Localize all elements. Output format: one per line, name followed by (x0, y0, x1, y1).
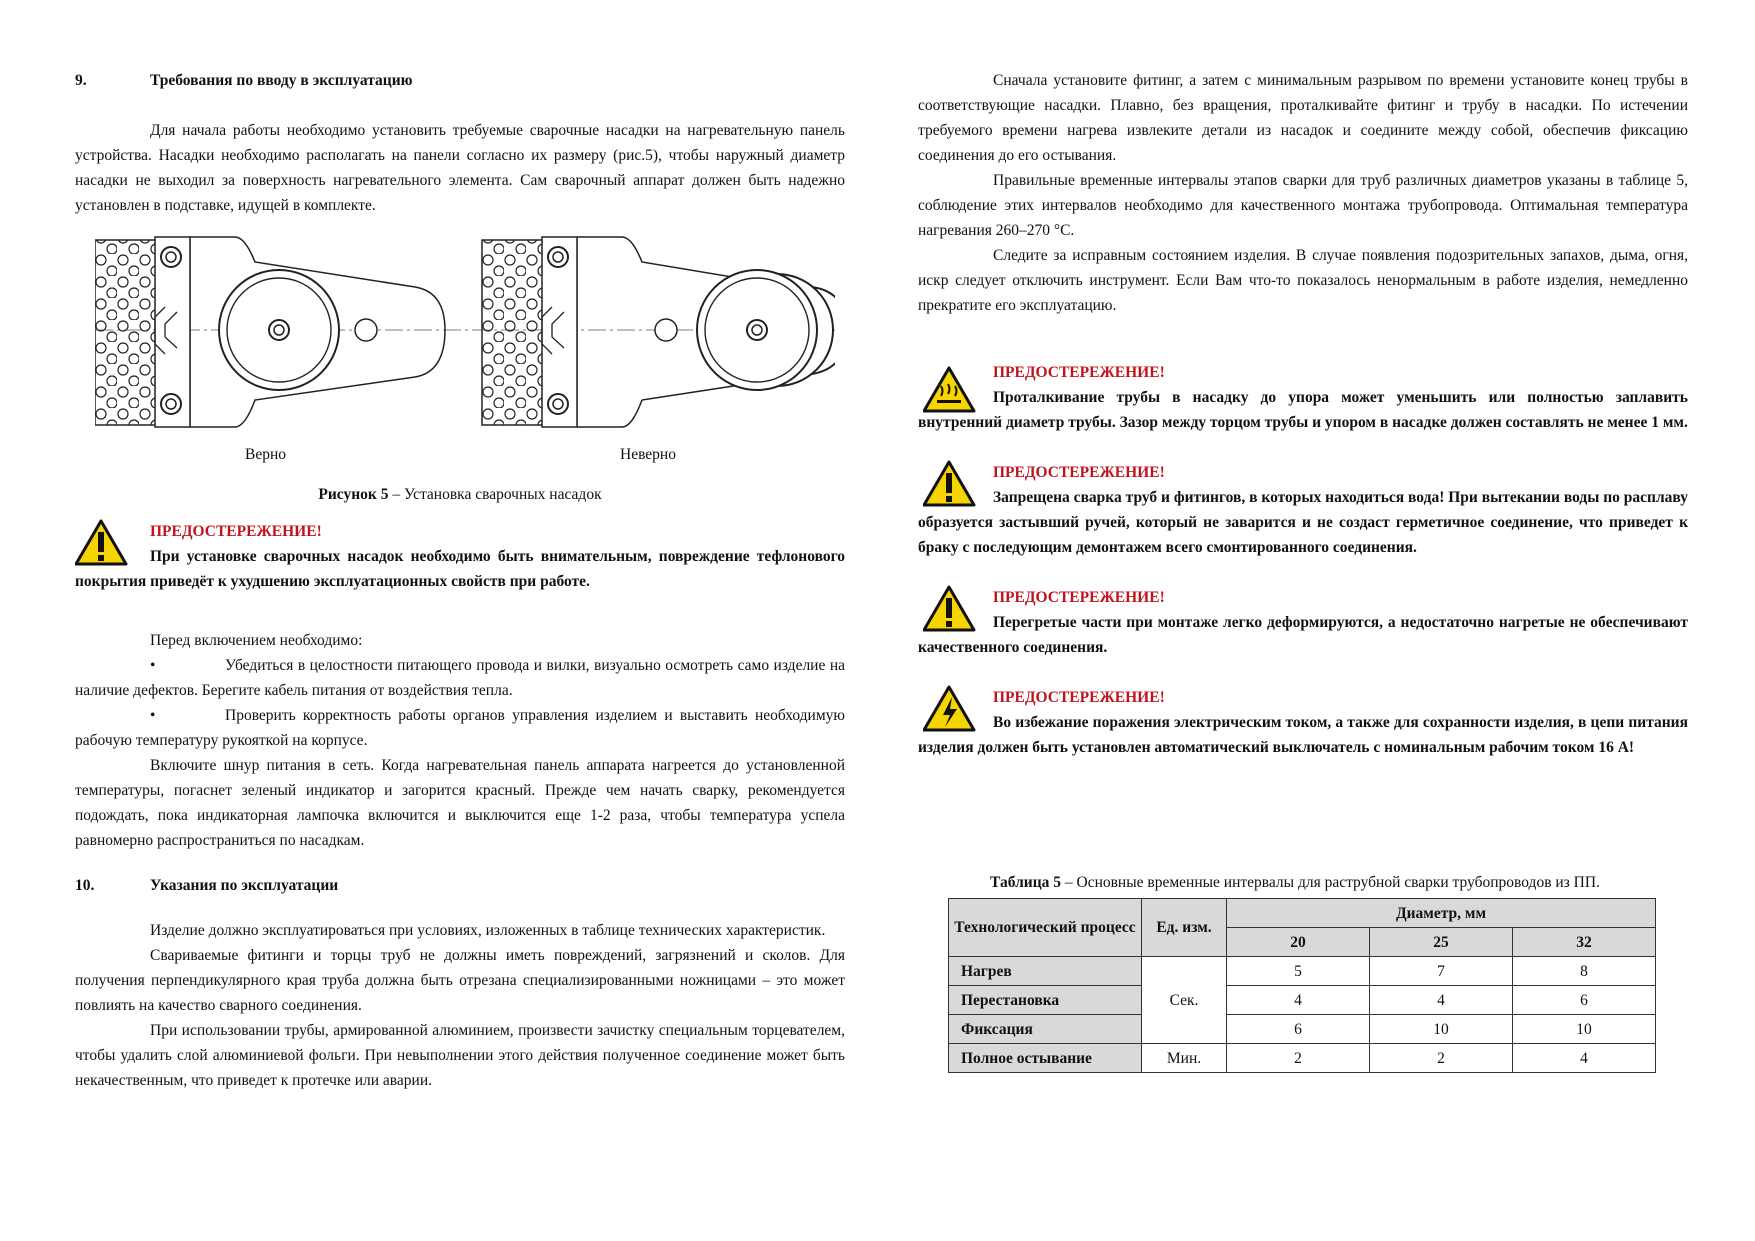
warning-block-2 (918, 360, 1688, 435)
incorrect-install-drawing (482, 237, 835, 427)
section-10-heading (75, 873, 845, 898)
warning-title: ПРЕДОСТЕРЕЖЕНИЕ! (993, 589, 1165, 606)
header-d32: 32 (1513, 928, 1656, 957)
table-cell: 6 (1227, 1015, 1370, 1044)
bullet-text-2: Проверить корректность работы органов управления изделием и выставить необходимую рабочую температуру рукояткой на корпусе. (75, 707, 845, 749)
row-label: Нагрев (949, 957, 1142, 986)
table-caption (990, 870, 1600, 895)
table-cell: 7 (1370, 957, 1513, 986)
paragraph: Правильные временные интервалы этапов сварки для труб различных диаметров указаны в таблице 5, соблюдение этих интервалов необходимо для качественного монтажа трубопровода. Оптимальная температура нагревания 260–270 °С. (918, 172, 1688, 239)
warning-block-5 (918, 685, 1688, 760)
header-diameter: Диаметр, мм (1227, 899, 1656, 928)
section-number: 9. (75, 72, 87, 89)
paragraph: Свариваемые фитинги и торцы труб не должны иметь повреждений, загрязнений и сколов. Для получения перпендикулярного края труба должна быть отрезана специализированными ножницами – это может повлиять на качество сварного соединения. (75, 947, 845, 1014)
warning-block-4 (918, 585, 1688, 660)
table-cell: 2 (1370, 1044, 1513, 1073)
header-d20: 20 (1227, 928, 1370, 957)
section-number: 10. (75, 877, 95, 894)
section-title: Требования по вводу в эксплуатацию (150, 72, 413, 89)
warning-title: ПРЕДОСТЕРЕЖЕНИЕ! (993, 364, 1165, 381)
section-title: Указания по эксплуатации (150, 877, 339, 894)
warning-text: Проталкивание трубы в насадку до упора может уменьшить или полностью заплавить внутренний диаметр трубы. Зазор между торцом трубы и упором в насадке должен составлять не менее 1 мм. (918, 389, 1688, 431)
paragraph: Изделие должно эксплуатироваться при условиях, изложенных в таблице технических характеристик. (150, 922, 826, 939)
table-row (949, 986, 1656, 1015)
paragraph: Перед включением необходимо: (150, 632, 363, 649)
warning-text: Запрещена сварка труб и фитингов, в которых находиться вода! При вытекании воды по расплаву образуется застывший ручей, который не заварится и не создаст герметичное соединение, что приведет к браку с последующим демонтажем всего смонтированного соединения. (918, 489, 1688, 556)
warning-icon (75, 519, 129, 567)
row-label: Полное остывание (949, 1044, 1142, 1073)
table-caption-bold: Таблица 5 (990, 874, 1061, 891)
table-cell: 5 (1227, 957, 1370, 986)
warning-text: Во избежание поражения электрическим током, а также для сохранности изделия, в цепи питания изделия должен быть установлен автоматический выключатель с номинальным рабочим током 16 А! (918, 714, 1688, 756)
bullet-icon: • (150, 707, 156, 724)
caption-bold: Рисунок 5 (318, 486, 389, 503)
paragraph: Следите за исправным состоянием изделия. В случае появления подозрительных запахов, дыма, огня, искр следует отключить инструмент. Если Вам что-то показалось ненормальным в работе изделия, немедленно прекратите его эксплуатацию. (918, 247, 1688, 314)
warning-block-1 (75, 519, 845, 594)
table-row (949, 1044, 1656, 1073)
table-cell: 6 (1513, 986, 1656, 1015)
table-cell: 10 (1370, 1015, 1513, 1044)
row-label: Фиксация (949, 1015, 1142, 1044)
label-correct: Верно (245, 446, 287, 463)
paragraph: Для начала работы необходимо установить требуемые сварочные насадки на нагревательную панель устройства. Насадки необходимо располагать на панели согласно их размеру (рис.5), чтобы наружный диаметр насадки не выходил за поверхность нагревательного элемента. Сам сварочный аппарат должен быть надежно установлен в подставке, идущей в комплекте. (75, 122, 845, 214)
warning-title: ПРЕДОСТЕРЕЖЕНИЕ! (993, 689, 1165, 706)
figure-5 (75, 232, 845, 482)
label-incorrect: Неверно (620, 446, 676, 463)
header-unit: Ед. изм. (1142, 899, 1227, 957)
warning-text: При установке сварочных насадок необходимо быть внимательным, повреждение тефлонового покрытия приведёт к ухудшению эксплуатационных свойств при работе. (75, 548, 845, 590)
warning-icon (923, 460, 977, 508)
paragraph: Включите шнур питания в сеть. Когда нагревательная панель аппарата нагреется до установленной температуры, погаснет зеленый индикатор и загорится красный. Прежде чем начать сварку, рекомендуется подождать, пока индикаторная лампочка включится и выключится еще 1-2 раза, чтобы температура успела равномерно распространиться по насадкам. (75, 757, 845, 849)
unit-cell: Сек. (1142, 957, 1227, 1044)
electric-shock-icon (923, 685, 977, 733)
table-row (949, 957, 1656, 986)
table-row (949, 1015, 1656, 1044)
warning-title: ПРЕДОСТЕРЕЖЕНИЕ! (993, 464, 1165, 481)
table-cell: 4 (1370, 986, 1513, 1015)
figure-caption (75, 482, 845, 507)
warning-text: Перегретые части при монтаже легко деформируются, а недостаточно нагретые не обеспечивают качественного соединения. (918, 614, 1688, 656)
right-column (918, 68, 1688, 760)
header-d25: 25 (1370, 928, 1513, 957)
warning-icon (923, 585, 977, 633)
unit-cell: Мин. (1142, 1044, 1227, 1073)
warning-title: ПРЕДОСТЕРЕЖЕНИЕ! (150, 523, 322, 540)
paragraph: Сначала установите фитинг, а затем с минимальным разрывом по времени установите конец трубы в соответствующие насадки. Плавно, без вращения, проталкивайте фитинг и трубу в насадки. По истечении требуемого времени нагрева извлеките детали из насадок и соедините между собой, обеспечив фиксацию соединения до его остывания. (918, 72, 1688, 164)
table-cell: 10 (1513, 1015, 1656, 1044)
table-cell: 2 (1227, 1044, 1370, 1073)
row-label: Перестановка (949, 986, 1142, 1015)
section-9-heading (75, 68, 845, 93)
table-cell: 4 (1227, 986, 1370, 1015)
bullet-icon: • (150, 657, 156, 674)
caption-text: – Установка сварочных насадок (388, 486, 602, 503)
bullet-text-1: Убедиться в целостности питающего провода и вилки, визуально осмотреть само изделие на наличие дефектов. Берегите кабель питания от воздействия тепла. (75, 657, 845, 699)
left-column (75, 68, 845, 1093)
correct-install-drawing (95, 237, 445, 427)
table-cell: 4 (1513, 1044, 1656, 1073)
welding-time-table (948, 898, 1656, 1073)
table-caption-text: – Основные временные интервалы для раструбной сварки трубопроводов из ПП. (1061, 874, 1600, 891)
paragraph: При использовании трубы, армированной алюминием, произвести зачистку специальным торцевателем, чтобы удалить слой алюминиевой фольги. При невыполнении этого действия полученное соединение может быть некачественным, что приведет к протечке или аварии. (75, 1022, 845, 1089)
nozzle-installation-drawing (95, 232, 835, 442)
table-cell: 8 (1513, 957, 1656, 986)
header-process: Технологический процесс (949, 899, 1142, 957)
warning-block-3 (918, 460, 1688, 560)
hot-surface-icon (923, 366, 977, 414)
